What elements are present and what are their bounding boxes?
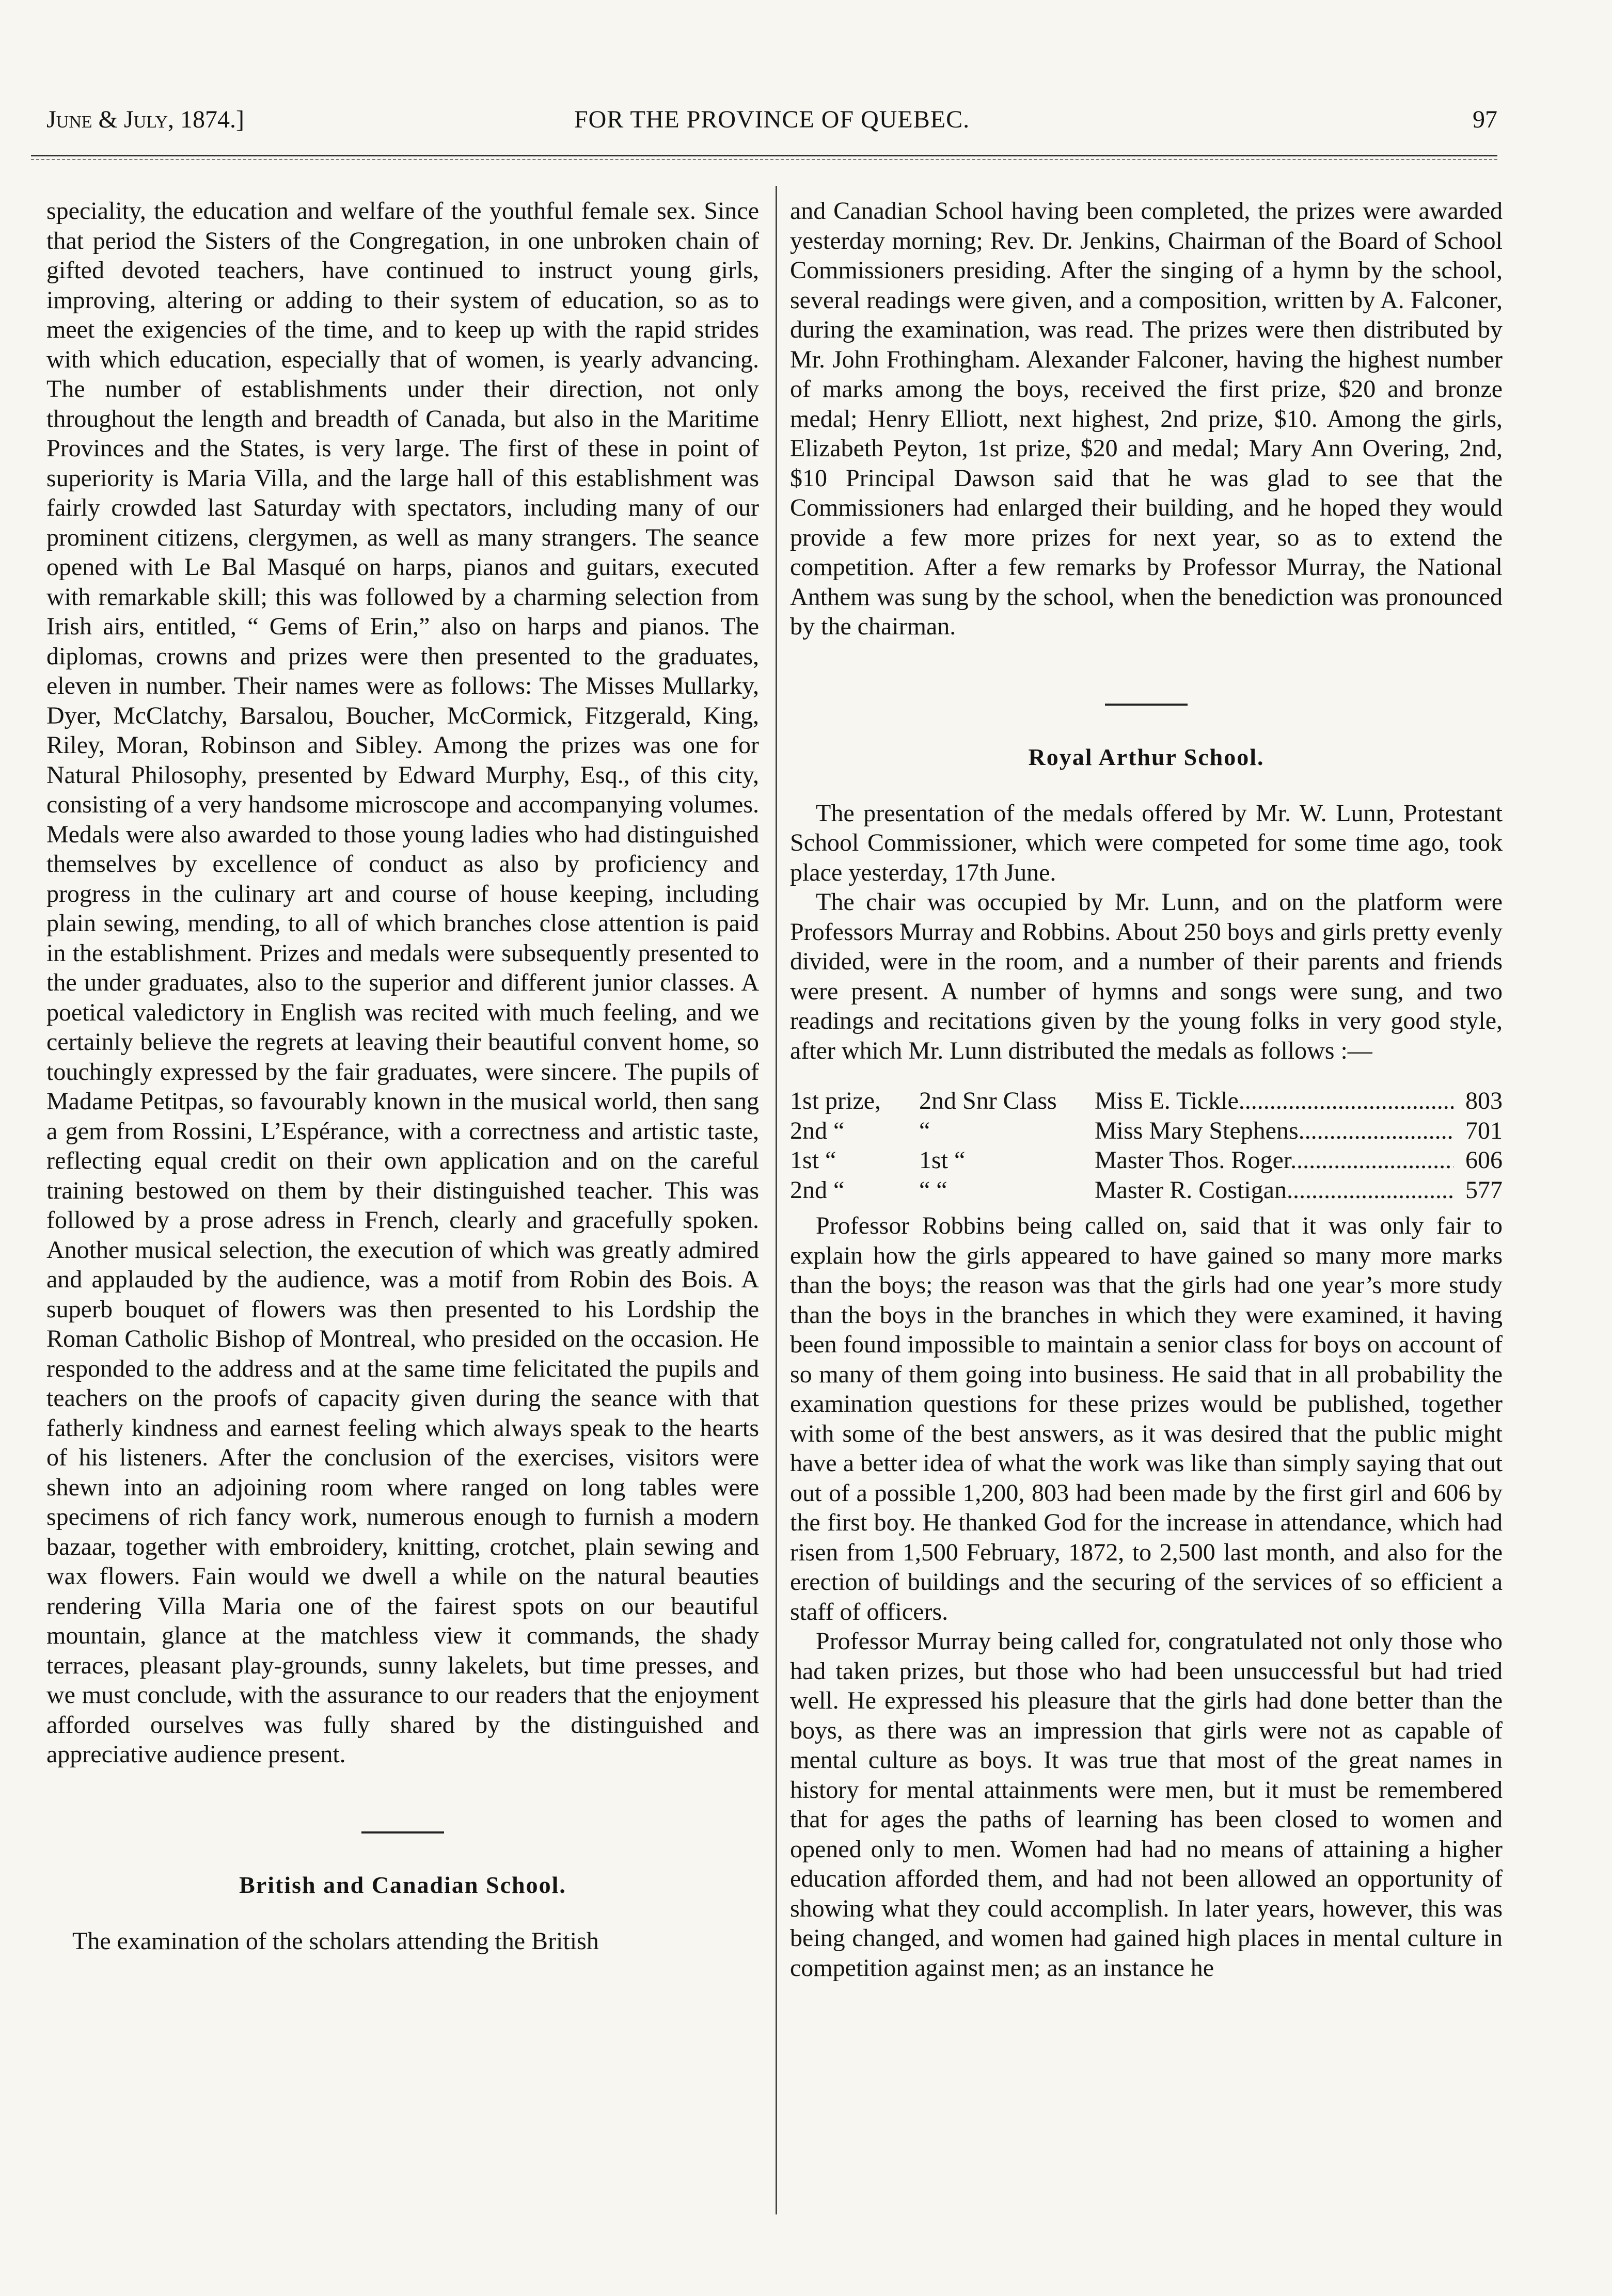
column-divider [776, 186, 777, 2214]
royal-arthur-chair-paragraph: The chair was occupied by Mr. Lunn, and on the platform were Professors Murray and Robbins. About 250 boys and girls pretty evenly divided, were in the room, and a number of their parents and friends were present. A number of hymns and songs were sung, and two readings and recitations given by the young folks in very good style, after which Mr. Lunn distributed the medals as follows :— [790, 888, 1503, 1064]
prize-class: “ “ [919, 1176, 947, 1204]
right-column [790, 196, 1503, 1983]
prize-rank: 2nd “ [790, 1176, 845, 1204]
prize-row [790, 1116, 1503, 1146]
prize-points: 803 [1453, 1086, 1503, 1116]
section-separator-rule [361, 1831, 444, 1833]
section-heading-royal-arthur: Royal Arthur School. [1028, 743, 1265, 770]
prize-points: 606 [1453, 1145, 1503, 1175]
issue-date: June & July, 1874.] [46, 106, 245, 133]
prize-list [790, 1086, 1503, 1205]
header-rule [31, 155, 1497, 160]
prize-points: 577 [1453, 1175, 1503, 1205]
royal-arthur-intro-paragraph: The presentation of the medals offered by Mr. W. Lunn, Protestant School Commissioner, which were competed for some time ago, took place yesterday, 17th June. [790, 799, 1503, 886]
british-canadian-continued-paragraph: and Canadian School having been completed, the prizes were awarded yesterday morning; Rev. Dr. Jenkins, Chairman of the Board of School Commissioners presiding. After the singing of a hymn by the school, several readings were given, and a composition, written by A. Falconer, during the examination, was read. The prizes were then distributed by Mr. John Frothingham. Alexander Falconer, having the highest number of marks among the boys, received the first prize, $20 and bronze medal; Henry Elliott, next highest, 2nd prize, $10. Among the girls, Elizabeth Peyton, 1st prize, $20 and medal; Mary Ann Overing, 2nd, $10 Principal Dawson said that he was glad to see that the Commissioners had enlarged their building, and he hoped they would provide a few more prizes for next year, so as to extend the competition. After a few remarks by Professor Murray, the National Anthem was sung by the school, when the benediction was pronounced by the chairman. [790, 197, 1503, 640]
section-heading-british-canadian: British and Canadian School. [239, 1871, 566, 1898]
professor-robbins-paragraph: Professor Robbins being called on, said that it was only fair to explain how the girls appeared to have gained so many more marks than the boys; the reason was that the girls had one year’s more study than the boys in the branches in which they were examined, it having been found impossible to maintain a senior class for boys on account of so many of them going into business. He said that in all probability the examination questions for these prizes would be published, together with some of the best answers, as it was desired that the public might have a better idea of what the work was like than simply saying that out out of a possible 1,200, 803 had been made by the first girl and 606 by the first boy. He thanked God for the increase in attendance, which had risen from 1,500 February, 1872, to 2,500 last month, and also for the erection of buildings and the securing of the services of so efficient a staff of officers. [790, 1212, 1503, 1625]
prize-row [790, 1175, 1503, 1205]
prize-class: 2nd Snr Class [919, 1087, 1057, 1114]
prize-rank: 2nd “ [790, 1117, 845, 1144]
prize-winner: Master R. Costigan ..... [1095, 1175, 1453, 1205]
professor-murray-paragraph: Professor Murray being called for, congratulated not only those who had taken prizes, but those who had been unsuccessful but had tried well. He expressed his pleasure that the girls had done better than the boys, as there was an impression that girls were not as capable of mental culture as boys. It was true that most of the great names in history for mental attainments were men, but it must be remembered that for ages the paths of learning has been closed to women and opened only to men. Women had had no means of attaining a higher education afforded them, and had not been allowed an opportunity of showing what they could accomplish. In later years, however, this was being changed, and women had gained high places in mental culture in competition against men; as an instance he [790, 1628, 1503, 1982]
villa-maria-paragraph: speciality, the education and welfare of the youthful female sex. Since that period the Sisters of the Congregation, in one unbroken chain of gifted devoted teachers, have continued to instruct young girls, improving, altering or adding to their system of education, so as to meet the exigencies of the time, and to keep up with the rapid strides with which education, especially that of women, is yearly advancing. The number of establishments under their direction, not only throughout the length and breadth of Canada, but also in the Maritime Provinces and the States, is very large. The first of these in point of superiority is Maria Villa, and the large hall of this establishment was fairly crowded last Saturday with spectators, including many of our prominent citizens, clergymen, as well as many strangers. The seance opened with Le Bal Masqué on harps, pianos and guitars, executed with remarkable skill; this was followed by a charming selection from Irish airs, entitled, “ Gems of Erin,” also on harps and pianos. The diplomas, crowns and prizes were then presented to the graduates, eleven in number. Their names were as follows: The Misses Mullarky, Dyer, McClatchy, Barsalou, Boucher, McCormick, Fitzgerald, King, Riley, Moran, Robinson and Sibley. Among the prizes was one for Natural Philosophy, presented by Edward Murphy, Esq., of this city, consisting of a very handsome microscope and accompanying volumes. Medals were also awarded to those young ladies who had distinguished themselves by excellence of conduct as also by proficiency and progress in the culinary art and course of house keeping, including plain sewing, mending, to all of which branches close attention is paid in the establishment. Prizes and medals were subsequently presented to the under graduates, also to the superior and different junior classes. A poetical valedictory in English was recited with much feeling, and we certainly believe the regrets at leaving their beautiful convent home, so touchingly expressed by the fair graduates, were sincere. The pupils of Madame Petitpas, so favourably known in the musical world, then sang a gem from Rossini, L’Espérance, with a correctness and artistic taste, reflecting equal credit on their own application and on the careful training bestowed on them by their distinguished teacher. This was followed by a prose adress in French, clearly and gracefully spoken. Another musical selection, the execution of which was greatly admired and applauded by the audience, was a motif from Robin des Bois. A superb bouquet of flowers was then presented to his Lordship the Roman Catholic Bishop of Montreal, who presided on the occasion. He responded to the address and at the same time felicitated the pupils and teachers on the proofs of capacity given during the seance with that fatherly kindness and earnest feeling which always speak to the hearts of his listeners. After the conclusion of the exercises, visitors were shewn into an adjoining room where ranged on long tables were specimens of rich fancy work, numerous enough to furnish a modern bazaar, together with embroidery, knitting, crotchet, plain sewing and wax flowers. Fain would we dwell a while on the natural beauties rendering Villa Maria one of the fairest spots on our beautiful mountain, glance at the matchless view it commands, the shady terraces, pleasant play-grounds, sunny lakelets, but time presses, and we must conclude, with the assurance to our readers that the enjoyment afforded ourselves was fully shared by the distinguished and appreciative audience present. [46, 197, 759, 1768]
running-title: FOR THE PROVINCE OF QUEBEC. [574, 106, 970, 133]
prize-winner: Miss E. Tickle ..... [1095, 1086, 1453, 1116]
prize-rank: 1st prize, [790, 1087, 881, 1114]
british-canadian-paragraph: The examination of the scholars attending the British [72, 1927, 599, 1955]
prize-class: 1st “ [919, 1146, 966, 1174]
prize-row [790, 1145, 1503, 1175]
prize-class: “ [919, 1117, 930, 1144]
prize-points: 701 [1453, 1116, 1503, 1146]
left-column [46, 196, 759, 1956]
prize-row [790, 1086, 1503, 1116]
section-separator-rule [1105, 704, 1188, 706]
prize-rank: 1st “ [790, 1146, 836, 1174]
page-number: 97 [1473, 106, 1497, 133]
running-header [46, 103, 1497, 145]
prize-winner: Miss Mary Stephens ..... [1095, 1116, 1453, 1146]
prize-winner: Master Thos. Roger ..... [1095, 1145, 1453, 1175]
